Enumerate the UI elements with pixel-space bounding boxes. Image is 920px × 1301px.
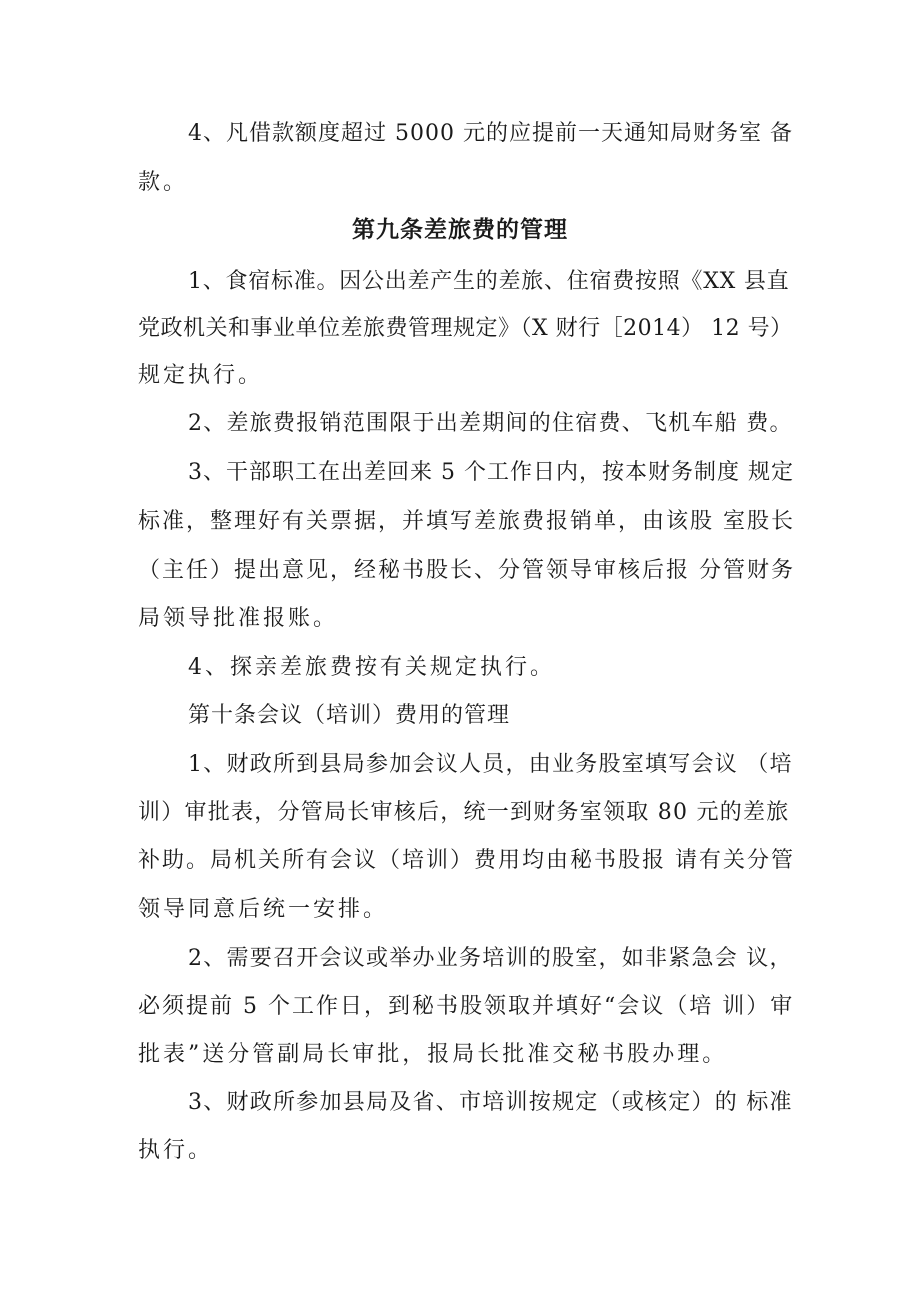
paragraph-line: 2、差旅费报销范围限于出差期间的住宿费、飞机车船 费。 — [188, 411, 793, 436]
paragraph-line: 补助。局机关所有会议（培训）费用均由秘书股报 请有关分管 — [138, 848, 795, 873]
paragraph-line: 训）审批表，分管局长审核后，统一到财务室领取 80 元的差旅 — [138, 800, 790, 825]
paragraph-line: 款。 — [138, 170, 189, 195]
paragraph-line: （主任）提出意见，经秘书股长、分管领导审核后报 分管财务 — [138, 558, 795, 583]
paragraph-line: 3、财政所参加县局及省、市培训按规定（或核定）的 标准 — [188, 1090, 793, 1115]
section-heading-10: 第十条会议（培训）费用的管理 — [188, 703, 511, 728]
paragraph-line: 局领导批准报账。 — [138, 606, 339, 631]
paragraph-line: 党政机关和事业单位差旅费管理规定》（X 财行［2014） 12 号） — [138, 316, 793, 341]
paragraph-line: 1、财政所到县局参加会议人员，由业务股室填写会议 （培 — [188, 752, 793, 777]
paragraph-line: 1、食宿标准。因公出差产生的差旅、住宿费按照《XX 县直 — [188, 269, 790, 294]
paragraph-line: 领导同意后统一安排。 — [138, 897, 389, 922]
paragraph-line: 4、探亲差旅费按有关规定执行。 — [188, 655, 555, 680]
paragraph-line: 规定执行。 — [138, 363, 264, 388]
paragraph-line: 2、需要召开会议或举办业务培训的股室，如非紧急会 议， — [188, 946, 793, 971]
section-heading-9: 第九条差旅费的管理 — [352, 217, 568, 243]
paragraph-line: 标准，整理好有关票据，并填写差旅费报销单，由该股 室股长 — [138, 509, 795, 534]
paragraph-line: 执行。 — [138, 1138, 214, 1163]
paragraph-line: 3、干部职工在出差回来 5 个工作日内，按本财务制度 规定 — [188, 460, 794, 485]
paragraph-line: 批表”送分管副局长审批，报局长批准交秘书股办理。 — [138, 1042, 728, 1067]
paragraph-line: 4、凡借款额度超过 5000 元的应提前一天通知局财务室 备 — [188, 121, 793, 146]
paragraph-line: 必须提前 5 个工作日，到秘书股领取并填好“会议（培 训）审 — [138, 994, 795, 1019]
